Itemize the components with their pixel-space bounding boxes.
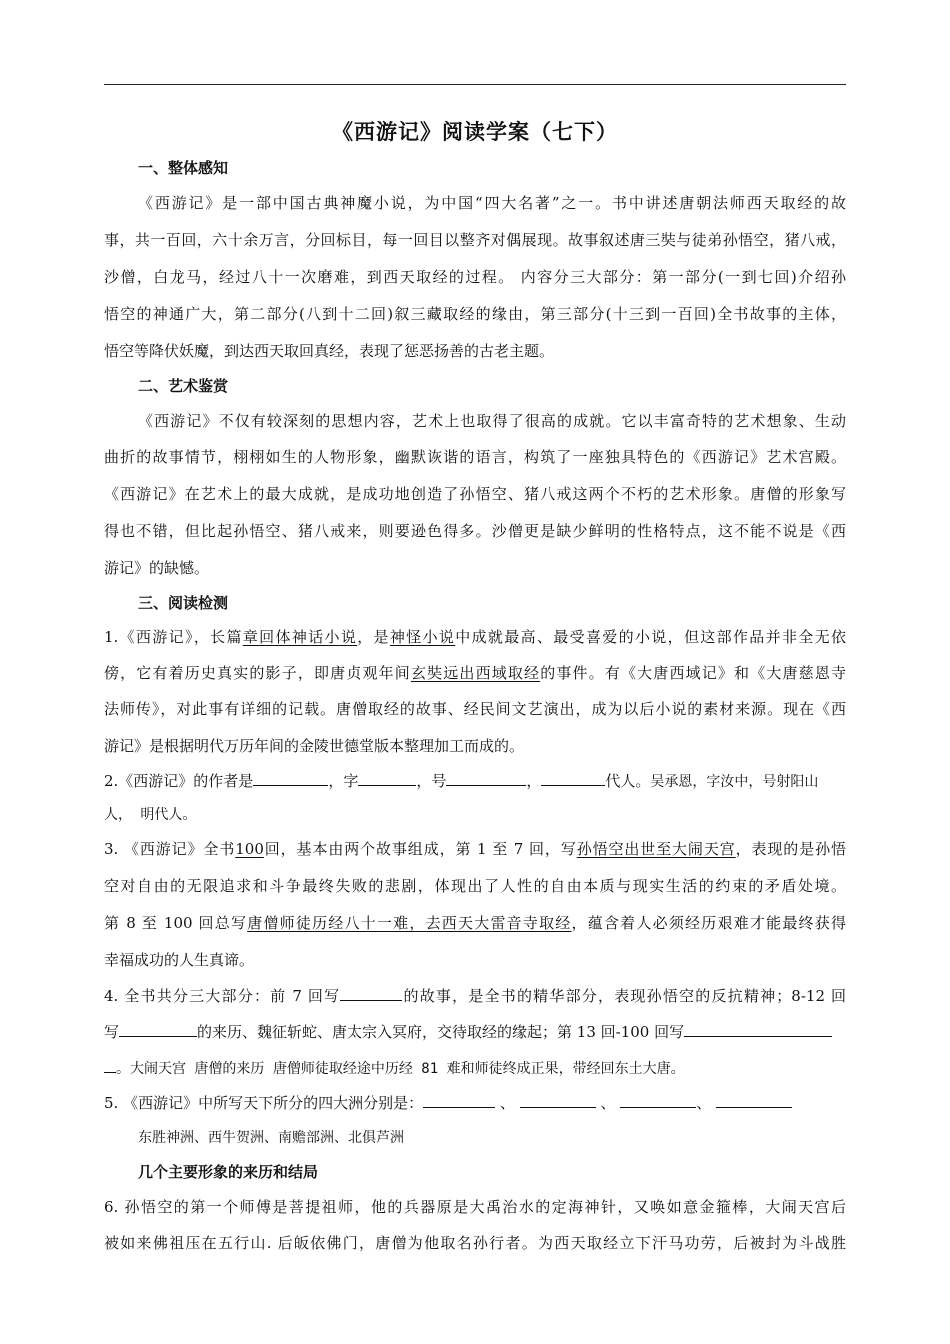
question-4-line: 写 的来历、魏征斩蛇、唐太宗入冥府，交待取经的缘起；第 13 回-100 回写 [104,1021,846,1042]
paragraph-line: 《西游记》不仅有较深刻的思想内容，艺术上也取得了很高的成就。它以丰富奇特的艺术想象、生动 [138,412,846,430]
sub-heading-characters: 几个主要形象的来历和结局 [138,1163,319,1181]
question-5-line: 5. 《西游记》中所写天下所分的四大洲分别是： 、 、 、 [104,1092,846,1113]
answer-blank[interactable] [716,1092,792,1108]
paragraph-line: 《西游记》在艺术上的最大成就，是成功地创造了孙悟空、猪八戒这两个不朽的艺术形象。唐僧的形象写 [104,485,846,503]
question-1-line: 游记》是根据明代万历年间的金陵世德堂版本整理加工而成的。 [104,737,525,755]
question-3-line: 空对自由的无限追求和斗争最终失败的悲剧，体现出了人性的自由本质与现实生活的约束的矛盾处境。 [104,877,846,895]
answer-text: 东胜神洲、西牛贺洲、南赡部洲、北俱芦洲 [138,1130,404,1146]
answer-text: 人， 明代人。 [104,807,197,823]
header-rule [104,84,846,85]
paragraph-line: 游记》的缺憾。 [104,559,210,577]
answer-blank[interactable] [541,770,605,786]
paragraph-line: 《西游记》是一部中国古典神魔小说，为中国“四大名著”之一。书中讲述唐朝法师西天取经的故 [138,194,846,212]
answer-text: 吴承恩，字汝中，号射阳山 [650,774,819,790]
section-heading-art: 二、艺术鉴赏 [138,377,229,395]
answer-blank[interactable] [358,770,416,786]
answer-blank[interactable] [620,1092,696,1108]
paragraph-line: 悟空等降伏妖魔，到达西天取回真经，表现了惩恶扬善的古老主题。 [104,342,555,360]
paragraph-line: 曲折的故事情节，栩栩如生的人物形象，幽默诙谐的语言，构筑了一座独具特色的《西游记》艺术宫殿。 [104,448,846,466]
question-3-line: 幸福成功的人生真谛。 [104,951,255,969]
answer-blank[interactable] [423,1092,495,1108]
paragraph-line: 事，共一百回，六十余万言，分回标目，每一回目以整齐对偶展现。故事叙述唐三奘与徒弟孙悟空，猪八戒， [104,231,846,249]
question-3-line: 第 8 至 100 回总写唐僧师徒历经八十一难，去西天大雷音寺取经，蕴含着人必须经历艰难才能最终获得 [104,914,846,932]
answer-blank[interactable] [520,1092,596,1108]
question-4-line: 4. 全书共分三大部分：前 7 回写 的故事，是全书的精华部分，表现孙悟空的反抗精神；8-12 回 [104,987,846,1005]
question-2-line: 2.《西游记》的作者是 ，字 ，号 ， 代人。吴承恩，字汝中，号射阳山 [104,772,819,790]
question-4-answer: 。大闹天宫 唐僧的来历 唐僧师徒取经途中历经 81 难和师徒终成正果，带经回东土大唐。 [104,1057,846,1079]
paragraph-line: 沙僧，白龙马，经过八十一次磨难，到西天取经的过程。 内容分三大部分：第一部分(一到七回)介绍孙 [104,268,846,286]
question-3-line: 3. 《西游记》全书100回，基本由两个故事组成，第 1 至 7 回，写孙悟空出世至大闹天宫，表现的是孙悟 [104,840,846,858]
question-1-line: 法师传》，对此事有详细的记载。唐僧取经的故事、经民间文艺演出，成为以后小说的素材来源。现在《西 [104,700,846,718]
question-1-line: 1.《西游记》，长篇章回体神话小说，是神怪小说中成就最高、最受喜爱的小说，但这部作品并非全无依 [104,628,846,646]
answer-blank[interactable] [684,1021,832,1037]
page-title: 《西游记》阅读学案（七下） [332,120,618,144]
section-heading-reading-test: 三、阅读检测 [138,594,229,612]
paragraph-line: 得也不错，但比起孙悟空、猪八戒来，则要逊色得多。沙僧更是缺少鲜明的性格特点，这不能不说是《西 [104,522,846,540]
question-1-line: 傍，它有着历史真实的影子，即唐贞观年间玄奘远出西域取经的事件。有《大唐西域记》和《大唐慈恩寺 [104,664,846,682]
answer-blank[interactable] [253,770,328,786]
paragraph-line: 悟空的神通广大，第二部分(八到十二回)叙三藏取经的缘由，第三部分(十三到一百回)全书故事的主体， [104,305,846,323]
answer-blank[interactable] [340,985,402,1001]
section-heading-overview: 一、整体感知 [138,159,229,177]
answer-blank[interactable] [104,1057,116,1073]
answer-blank[interactable] [119,1021,197,1037]
question-6-line: 被如来佛祖压在五行山. 后皈依佛门，唐僧为他取名孙行者。为西天取经立下汗马功劳，后被封为斗战胜 [104,1234,846,1252]
question-6-line: 6. 孙悟空的第一个师傅是菩提祖师，他的兵器原是大禹治水的定海神针，又唤如意金箍棒，大闹天宫后 [104,1198,846,1216]
answer-blank[interactable] [446,770,526,786]
